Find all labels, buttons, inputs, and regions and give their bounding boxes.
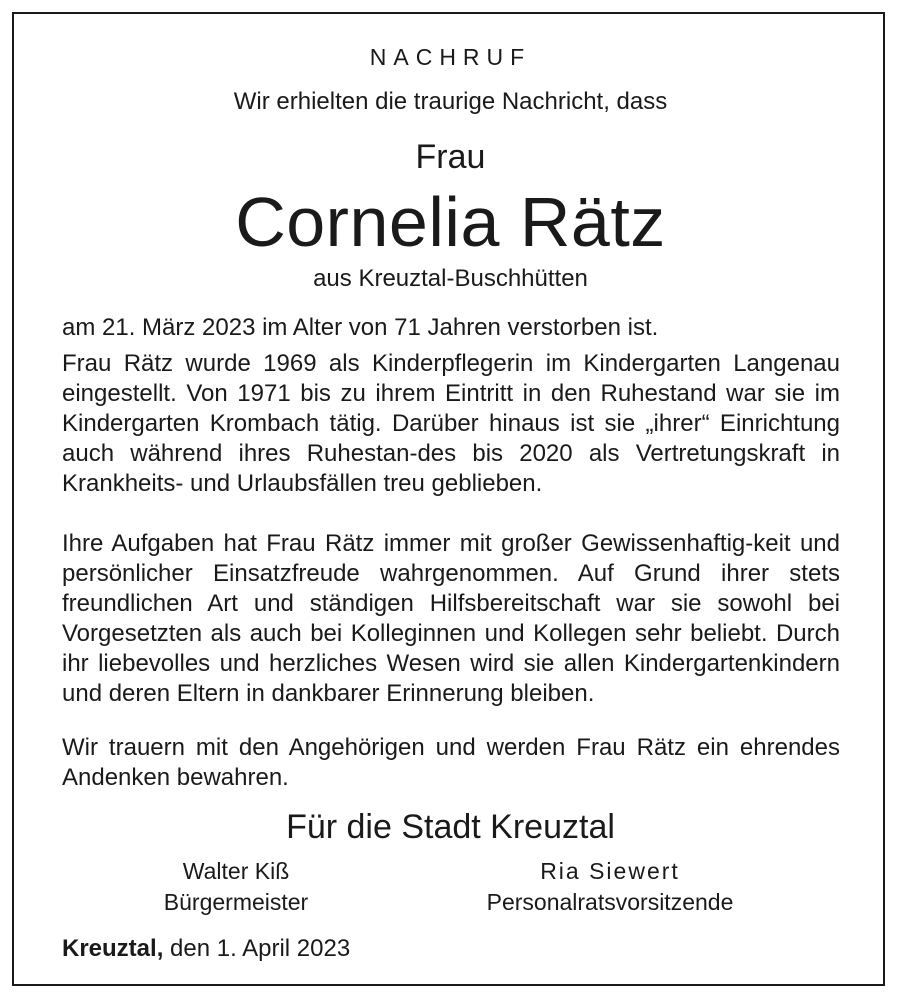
notice-heading: NACHRUF — [369, 44, 532, 70]
intro-line: Wir erhielten die traurige Nachricht, dass — [233, 88, 668, 115]
death-date-text: am 21. März 2023 im Alter von 71 Jahren verstorben ist. — [62, 314, 659, 341]
career-paragraph — [62, 349, 840, 499]
mourning-text: Wir trauern mit den Angehörigen und werden Frau Rätz ein ehrendes Andenken bewahren. — [62, 734, 840, 791]
deceased-name: Cornelia Rätz — [235, 183, 666, 261]
date: den 1. April 2023 — [163, 935, 351, 962]
mourning-paragraph — [62, 733, 840, 793]
death-date-line — [62, 313, 840, 343]
origin-line: aus Kreuztal-Buschhütten — [313, 265, 588, 292]
career-text: Frau Rätz wurde 1969 als Kinderpflegerin im Kindergarten Langenau eingestellt. Von 1971 bis zu ihrem Eintritt in den Ruhestand war sie im Kindergarten Krombach tätig. Darüber hinaus ist sie „ihrer“ Einrichtung auch während ihres Ruhestan-des bis 2020 als Vertretungskraft in Krankheits- und Urlaubsfällen treu geblieben. — [62, 350, 840, 497]
signatory-role-right: Personalratsvorsitzende — [486, 889, 734, 915]
signature-right — [455, 856, 765, 918]
signatory-name-right: Ria Siewert — [540, 858, 680, 884]
signatory-name-left: Walter Kiß — [182, 858, 290, 884]
signatory-role-left: Bürgermeister — [163, 889, 309, 915]
place-date-line — [62, 935, 350, 963]
signature-left — [136, 856, 336, 918]
tribute-text: Ihre Aufgaben hat Frau Rätz immer mit großer Gewissenhaftig-keit und persönlicher Einsatzfreude wahrgenommen. Auf Grund ihrer stets freundlichen Art und ständigen Hilfsbereitschaft war sie sowohl bei Vorgesetzten als auch bei Kolleginnen und Kollegen sehr beliebt. Durch ihr liebevolles und herzliches Wesen wird sie allen Kindergartenkindern und deren Eltern in dankbarer Erinnerung bleiben. — [62, 530, 840, 707]
organization-line: Für die Stadt Kreuztal — [286, 808, 615, 846]
salutation: Frau — [415, 138, 486, 176]
place: Kreuztal, — [62, 935, 164, 962]
tribute-paragraph — [62, 529, 840, 709]
